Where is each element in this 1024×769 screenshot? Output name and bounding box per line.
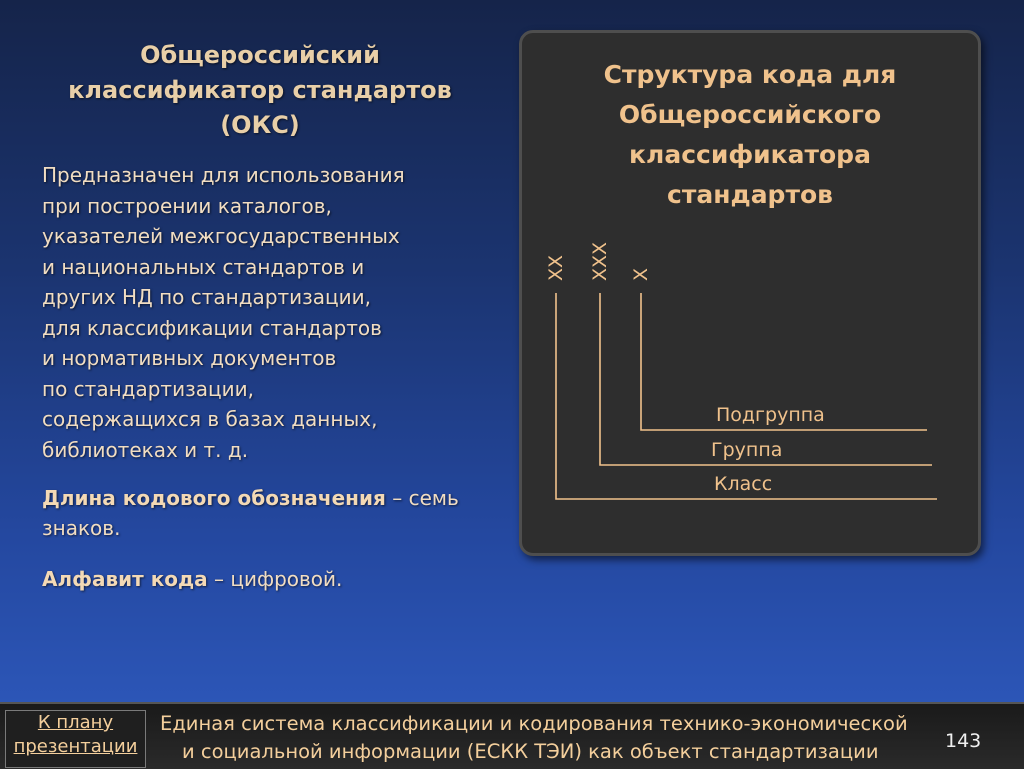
footer-caption-line: Единая система классификации и кодирования технико-экономической	[160, 712, 908, 735]
description-line: при построении каталогов,	[42, 193, 332, 218]
description-line: и национальных стандартов и	[42, 254, 365, 279]
slide-title-line: классификатор стандартов	[68, 76, 452, 104]
slide-title	[40, 38, 480, 143]
code-length-value: – семь знаков.	[42, 486, 459, 540]
panel-title-line: стандартов	[667, 180, 833, 209]
description-line: для классификации стандартов	[42, 315, 382, 340]
description-line: по стандартизации,	[42, 376, 254, 401]
panel-title-line: Структура кода для	[603, 60, 897, 89]
panel-title-line: классификатора	[629, 140, 871, 169]
alphabet-label: Алфавит кода	[42, 567, 208, 591]
description-line: Предназначен для использования	[42, 163, 405, 187]
code-structure-panel	[519, 30, 981, 556]
back-to-plan-button[interactable]	[5, 710, 146, 768]
footer-bar	[0, 702, 1024, 769]
code-symbol-subgroup: X	[630, 267, 652, 281]
alphabet-value: – цифровой.	[207, 567, 343, 591]
class-bracket-line	[556, 293, 937, 499]
panel-title-line: Общероссийского	[618, 100, 882, 129]
footer-caption-line: и социальной информации (ЕСКК ТЭИ) как объект стандартизации	[182, 740, 879, 763]
description-text	[42, 160, 492, 465]
description-line: содержащихся в базах данных,	[42, 407, 378, 431]
footer-caption	[160, 710, 908, 766]
description-line: библиотеках и т. д.	[42, 437, 249, 462]
label-subgroup: Подгруппа	[716, 404, 825, 426]
label-group: Группа	[711, 439, 783, 461]
back-to-plan-label: К плану	[37, 712, 114, 733]
code-structure-diagram	[522, 33, 978, 553]
slide-title-line: Общероссийский	[140, 41, 380, 69]
code-length-text	[42, 483, 492, 543]
code-length-label: Длина кодового обозначения	[42, 486, 386, 510]
page-number: 143	[945, 730, 982, 752]
label-class: Класс	[714, 473, 773, 495]
description-line: и нормативных документов	[42, 346, 337, 370]
code-symbol-group: XXX	[589, 241, 611, 281]
description-line: других НД по стандартизации,	[42, 285, 372, 309]
alphabet-text	[42, 564, 492, 594]
back-to-plan-label: презентации	[13, 736, 138, 757]
slide-title-line: (ОКС)	[220, 111, 300, 139]
code-symbol-class: XX	[545, 254, 567, 281]
description-line: указателей межгосударственных	[42, 224, 400, 248]
